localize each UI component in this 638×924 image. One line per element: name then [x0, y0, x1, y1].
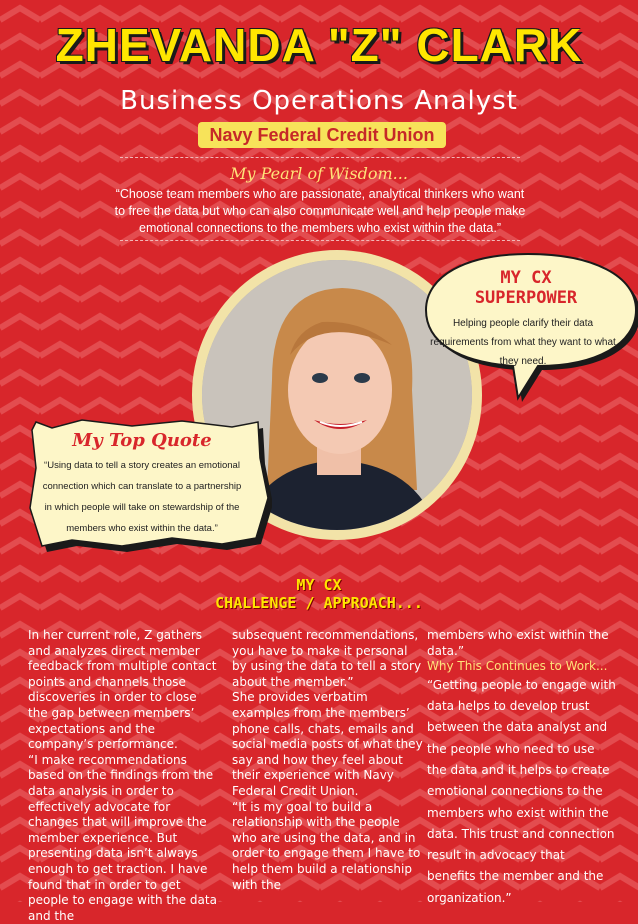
column-3	[427, 628, 617, 909]
superpower-title-line2: SUPERPOWER	[474, 288, 578, 308]
paragraph: “Getting people to engage with data helps to develop trust between the data analyst and the people who need to use the data and it helps to create emotional connections to the members who exist within the data. This trust and connection result in advocacy that benefits the member and the organization.”	[427, 677, 616, 905]
approach-heading-line1: MY CX	[296, 576, 342, 594]
column-2	[232, 628, 424, 893]
superpower-title-line1: MY CX	[500, 268, 552, 288]
paragraph: She provides verbatim examples from the members’ phone calls, chats, emails and social media posts of what they say and how they feel about their experience with Navy Federal Credit Union.	[232, 690, 423, 798]
approach-heading	[0, 576, 638, 612]
why-heading: Why This Continues to Work...	[427, 659, 608, 674]
top-quote-text: “Using data to tell a story creates an emotional connection which can translate to a partnership in which people will take on stewardship of the members who exist within the data.”	[42, 460, 242, 534]
paragraph: “I make recommendations based on the findings from the data analysis in order to effectively advocate for changes that will improve the member experience. But presenting data isn’t always enough to get traction. I have found that in order to get people to engage with the data and the	[28, 752, 217, 923]
divider	[120, 157, 520, 158]
paragraph: members who exist within the data.”	[427, 628, 609, 658]
superpower-text: Helping people clarify their data requirements from what they want to what they need.	[430, 318, 616, 367]
job-title: Business Operations Analyst	[120, 86, 518, 116]
column-1	[28, 628, 220, 924]
person-name: ZHEVANDA "Z" CLARK	[55, 19, 583, 71]
divider	[120, 240, 520, 241]
paragraph: subsequent recommendations, you have to make it personal by using the data to tell a story about the member.”	[232, 628, 422, 689]
pearl-title: My Pearl of Wisdom...	[230, 164, 408, 183]
organization-badge: Navy Federal Credit Union	[198, 122, 446, 148]
approach-heading-line2: CHALLENGE / APPROACH...	[215, 594, 423, 612]
paragraph: “It is my goal to build a relationship with the people who are using the data, and in order to engage them I have to help them build a relationship with the	[232, 799, 421, 892]
pearl-text: “Choose team members who are passionate, analytical thinkers who want to free the data but who can also communicate well and help people make emotional connections to the members who exist within the data.”	[114, 187, 526, 235]
paragraph: In her current role, Z gathers and analyzes direct member feedback from multiple contact points and channels those discoveries in order to close the gap between members’ expectations and the company’s performance.	[28, 628, 217, 752]
top-quote-title: My Top Quote	[72, 430, 212, 451]
superpower-title	[440, 268, 612, 308]
